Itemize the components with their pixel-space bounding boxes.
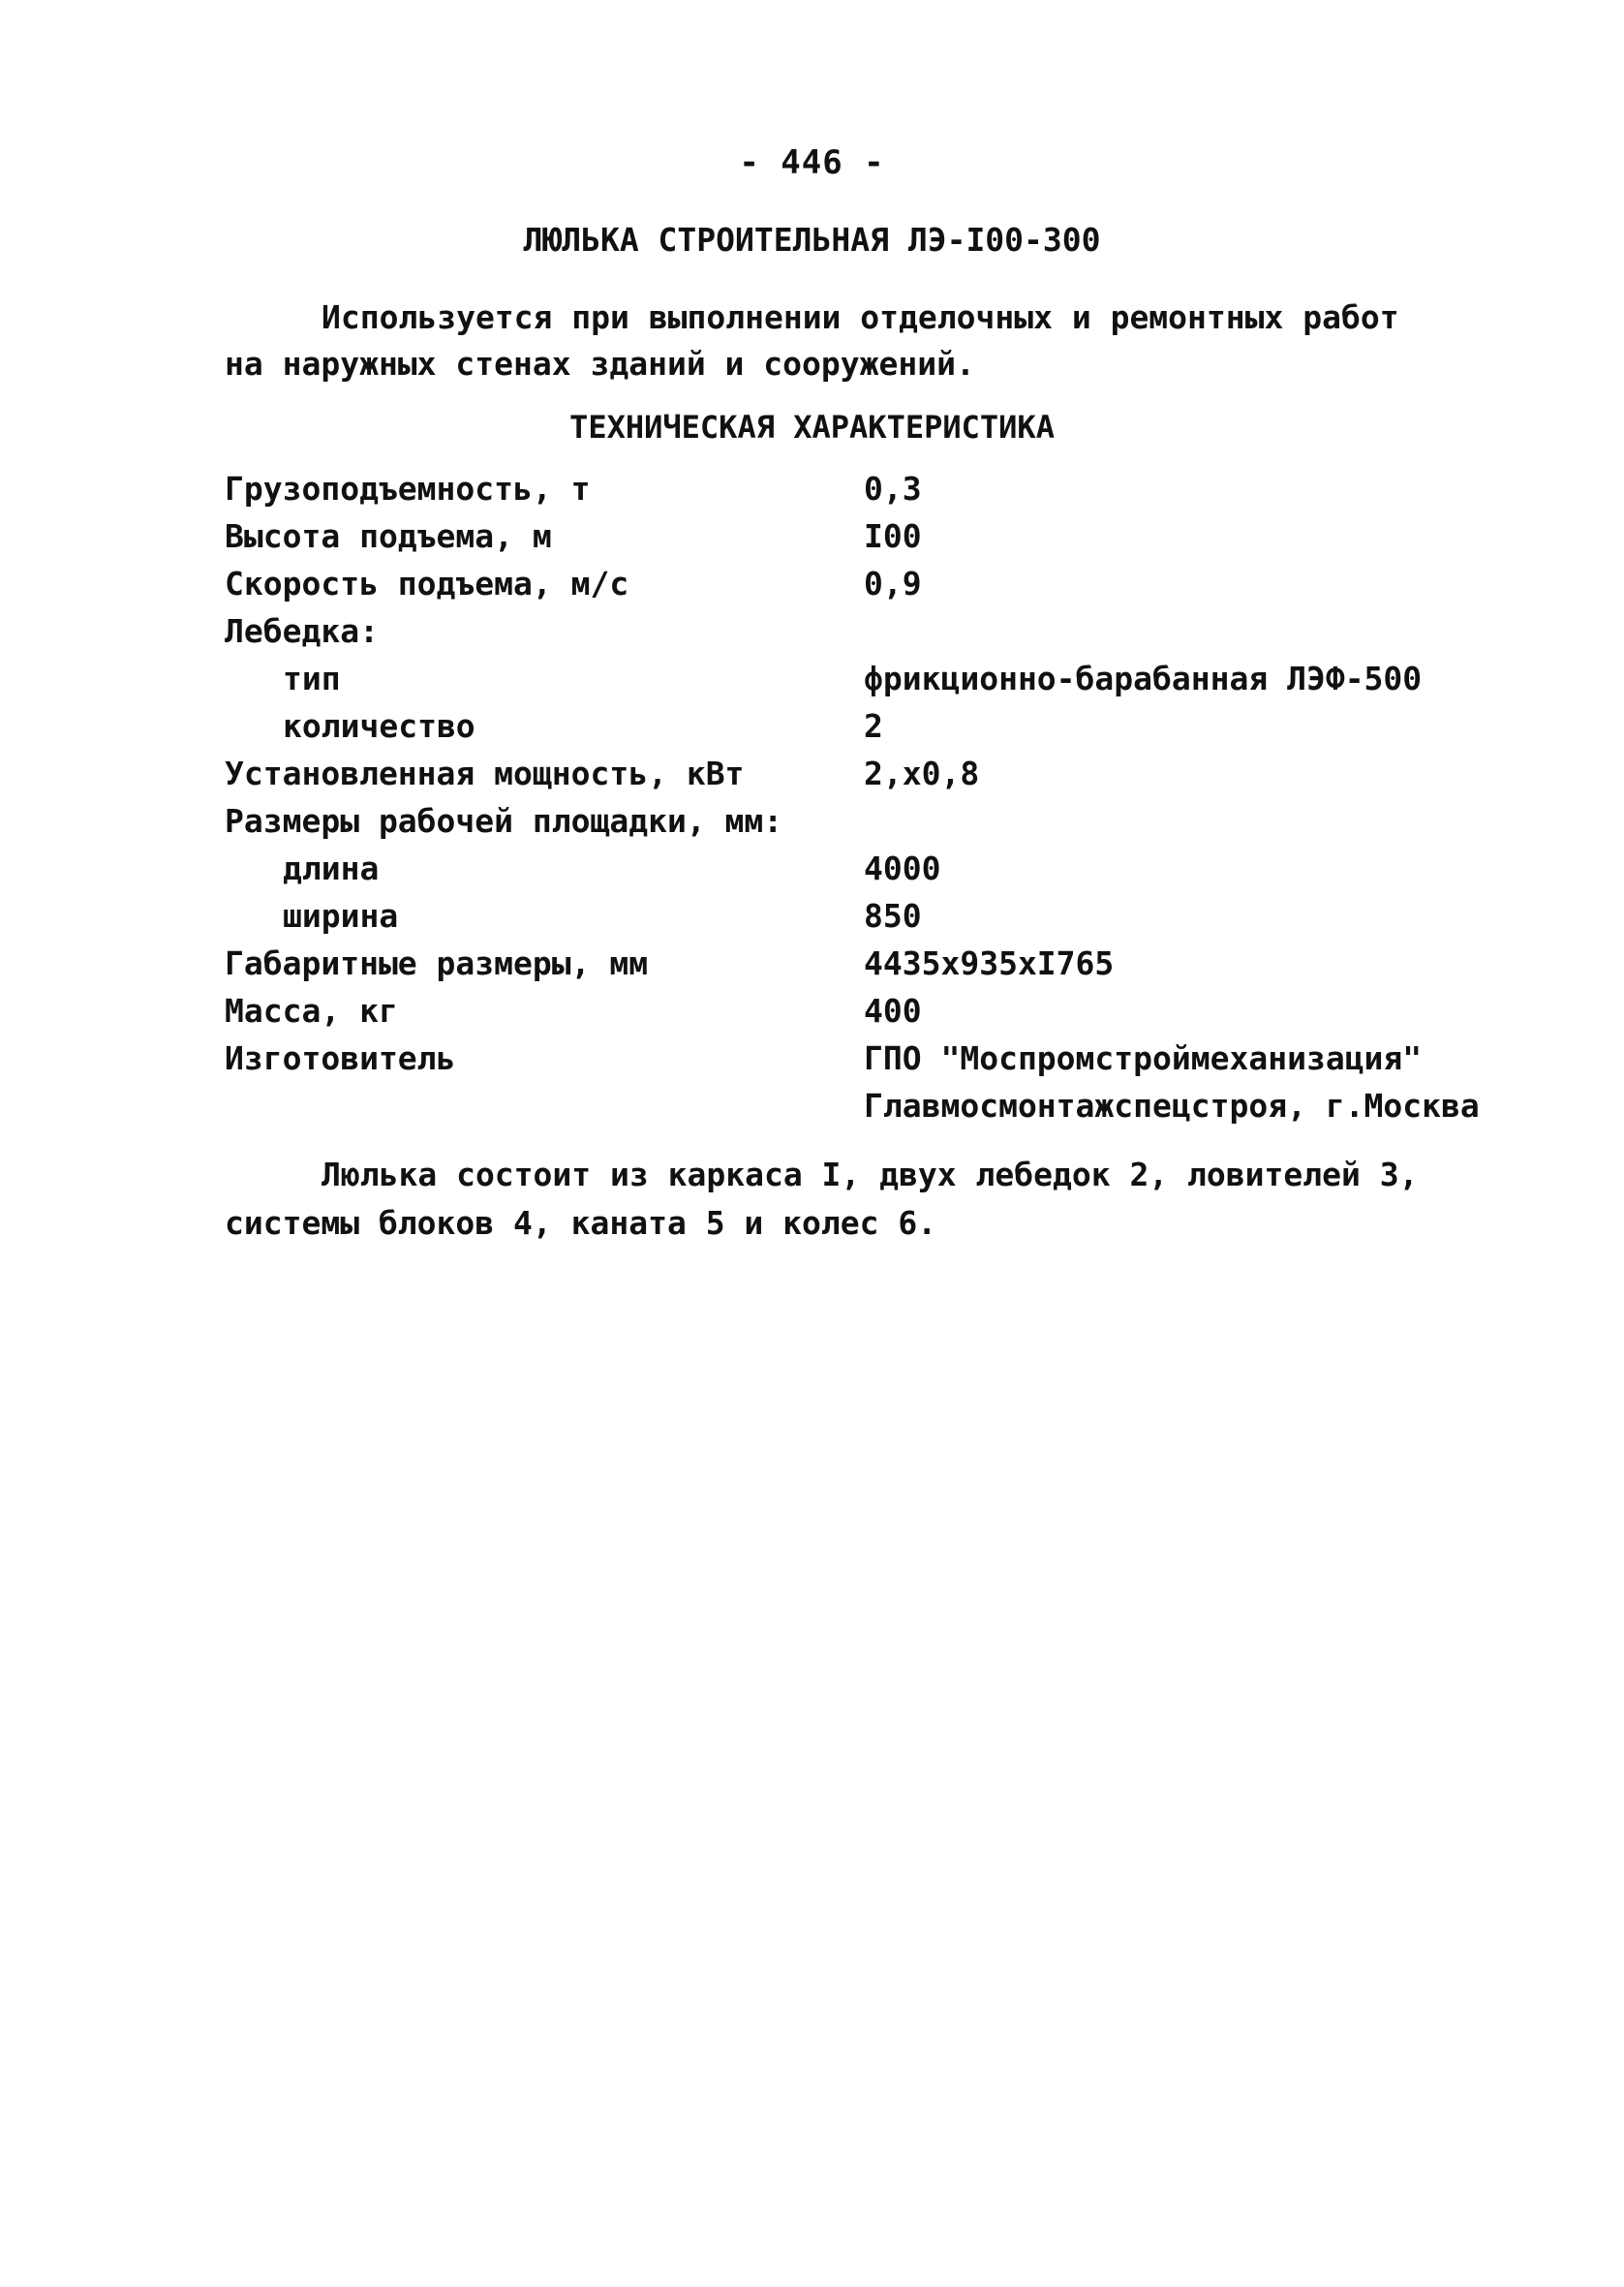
spec-label: Грузоподъемность, т	[225, 470, 591, 508]
spec-row-lift-speed	[225, 560, 1503, 607]
conclusion-line-1: Люлька состоит из каркаса I, двух лебедок 2, ловителей 3,	[322, 1156, 1419, 1193]
spec-label: Изготовитель	[225, 1039, 456, 1077]
spec-label: тип	[283, 660, 341, 697]
spec-label: Скорость подъема, м/с	[225, 565, 629, 603]
spec-row-winch	[225, 607, 1503, 655]
conclusion-paragraph	[225, 1151, 1484, 1248]
spec-value: 4435x935xI765	[864, 944, 1115, 982]
spec-row-installed-power	[225, 750, 1503, 797]
spec-row-manufacturer-cont	[225, 1082, 1503, 1129]
spec-row-lift-height	[225, 512, 1503, 560]
page-number: - 446 -	[739, 143, 885, 182]
document-title: ЛЮЛЬКА СТРОИТЕЛЬНАЯ ЛЭ-I00-300	[523, 221, 1101, 259]
spec-heading: ТЕХНИЧЕСКАЯ ХАРАКТЕРИСТИКА	[569, 409, 1055, 446]
spec-row-platform-size	[225, 797, 1503, 845]
spec-value: I00	[864, 517, 922, 555]
spec-row-platform-length	[225, 845, 1503, 892]
spec-value: 850	[864, 897, 922, 935]
spec-row-mass	[225, 987, 1503, 1035]
spec-label: Установленная мощность, кВт	[225, 755, 745, 792]
spec-row-manufacturer	[225, 1035, 1503, 1082]
spec-value: 2	[864, 707, 883, 745]
spec-label: Размеры рабочей площадки, мм:	[225, 802, 783, 840]
spec-label: ширина	[283, 897, 399, 935]
spec-value: 0,9	[864, 565, 922, 603]
intro-line-1: Используется при выполнении отделочных и ремонтных работ	[322, 298, 1399, 336]
spec-value: Главмосмонтажспецстроя, г.Москва	[864, 1087, 1480, 1125]
spec-label: Лебедка:	[225, 612, 379, 650]
spec-label: длина	[283, 850, 380, 887]
conclusion-line-2: системы блоков 4, каната 5 и колес 6.	[225, 1204, 937, 1242]
spec-row-winch-type	[225, 655, 1503, 702]
spec-row-platform-width	[225, 892, 1503, 940]
spec-label: количество	[283, 707, 475, 745]
spec-row-winch-count	[225, 702, 1503, 750]
intro-paragraph	[225, 294, 1484, 387]
spec-label: Высота подъема, м	[225, 517, 552, 555]
spec-value: 0,3	[864, 470, 922, 508]
intro-line-2: на наружных стенах зданий и сооружений.	[225, 345, 975, 383]
spec-table	[225, 465, 1503, 1129]
spec-value: фрикционно-барабанная ЛЭФ-500	[864, 660, 1423, 697]
spec-label: Масса, кг	[225, 992, 398, 1030]
spec-row-load-capacity	[225, 465, 1503, 512]
spec-row-overall-dimensions	[225, 940, 1503, 987]
spec-label: Габаритные размеры, мм	[225, 944, 649, 982]
spec-value: 4000	[864, 850, 941, 887]
spec-value: ГПО "Моспромстроймеханизация"	[864, 1039, 1423, 1077]
spec-value: 400	[864, 992, 922, 1030]
spec-value: 2,x0,8	[864, 755, 980, 792]
